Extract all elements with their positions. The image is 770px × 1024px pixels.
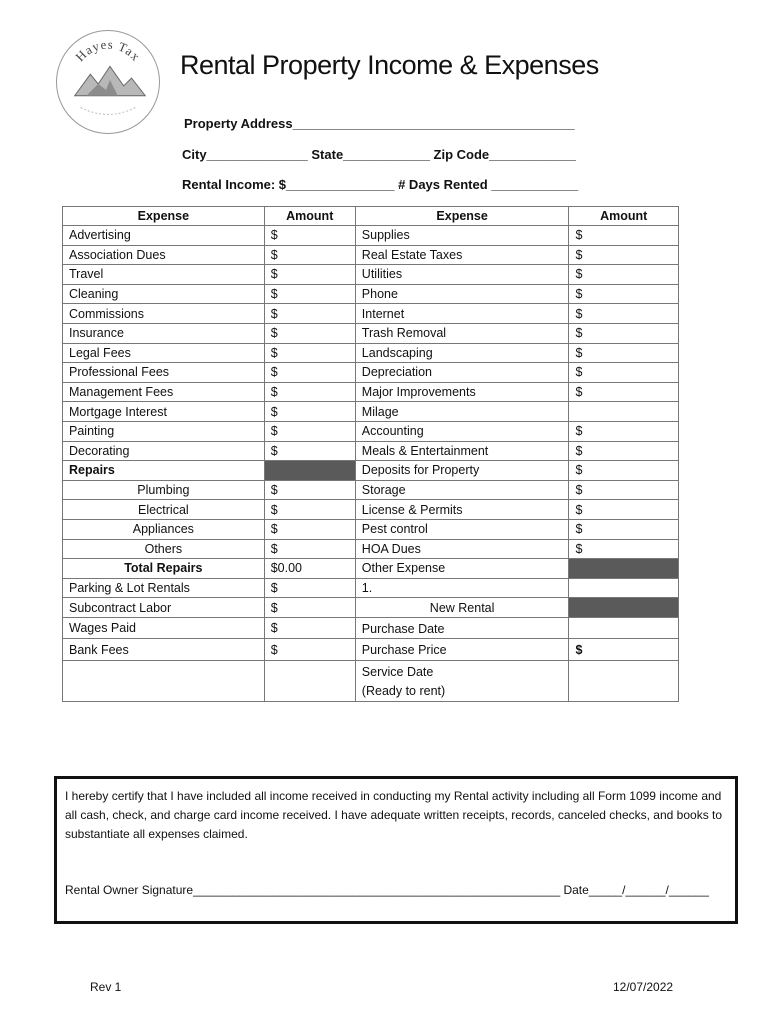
certification-text: I hereby certify that I have included all income received in conducting my Rental activity including all Form 1099 income and all cash, check, and charge card income received. I have adequate written receipts, records, canceled checks, and books to substantiate all expenses claimed. [65,789,723,841]
amount-cell[interactable]: $ [264,500,355,520]
expense-label: Other Expense [355,559,569,579]
expense-label: Internet [355,304,569,324]
amount-cell[interactable]: $ [569,461,679,481]
expense-label: Real Estate Taxes [355,245,569,265]
amount-cell[interactable]: $ [264,598,355,618]
expense-label: Plumbing [63,480,265,500]
expense-label: Phone [355,284,569,304]
expense-label: Storage [355,480,569,500]
amount-cell[interactable]: $ [569,441,679,461]
shaded-cell [264,461,355,481]
certification-box [54,776,738,924]
amount-cell[interactable]: $ [569,500,679,520]
amount-cell[interactable]: $ [264,343,355,363]
amount-cell[interactable]: $ [264,284,355,304]
amount-cell[interactable]: $ [569,480,679,500]
amount-cell[interactable]: $ [569,265,679,285]
amount-cell[interactable]: $ [569,323,679,343]
expense-label: Insurance [63,323,265,343]
expense-label: Bank Fees [63,639,265,661]
table-row [63,559,679,579]
amount-cell[interactable]: $ [569,245,679,265]
expense-label: Wages Paid [63,617,265,639]
table-row [63,382,679,402]
other-expense-line[interactable]: 1. [355,578,569,598]
amount-cell[interactable] [569,617,679,639]
amount-cell[interactable]: $ [264,323,355,343]
expense-label: Subcontract Labor [63,598,265,618]
amount-cell[interactable] [569,578,679,598]
table-row [63,284,679,304]
expense-label: Parking & Lot Rentals [63,578,265,598]
expense-column-header: Expense [355,207,569,226]
expense-label: Legal Fees [63,343,265,363]
table-row [63,617,679,639]
expense-label: Commissions [63,304,265,324]
page-title: Rental Property Income & Expenses [180,50,599,80]
expense-table [62,206,679,702]
amount-cell[interactable]: $ [569,421,679,441]
footer-date: 12/07/2022 [613,980,674,994]
svg-text:Hayes Tax [73,38,143,65]
amount-cell[interactable] [569,661,679,702]
amount-cell[interactable]: $ [264,421,355,441]
table-row [63,265,679,285]
property-address-field[interactable]: Property Address_______________________________________ [184,116,575,131]
table-row [63,441,679,461]
city-state-zip-field[interactable]: City______________ State____________ Zip Code____________ [182,147,576,162]
amount-cell[interactable]: $ [264,519,355,539]
expense-label: Professional Fees [63,363,265,383]
shaded-cell [569,559,679,579]
expense-label: Electrical [63,500,265,520]
expense-label: Major Improvements [355,382,569,402]
expense-label: Cleaning [63,284,265,304]
amount-column-header: Amount [264,207,355,226]
service-date-label [355,661,569,702]
table-row [63,539,679,559]
expense-label: Management Fees [63,382,265,402]
amount-cell[interactable]: $ [264,402,355,422]
expense-label: Advertising [63,226,265,246]
amount-column-header: Amount [569,207,679,226]
amount-cell[interactable]: $ [569,519,679,539]
amount-cell[interactable]: $ [264,441,355,461]
revision-label: Rev 1 [90,980,122,994]
amount-cell[interactable]: $ [569,304,679,324]
expense-label: Depreciation [355,363,569,383]
expense-label: Association Dues [63,245,265,265]
expense-column-header: Expense [63,207,265,226]
repairs-heading: Repairs [63,461,265,481]
amount-cell[interactable]: $ [264,539,355,559]
empty-cell [63,661,265,702]
table-row [63,480,679,500]
expense-label: Mortgage Interest [63,402,265,422]
amount-cell[interactable]: $ [264,245,355,265]
amount-cell[interactable]: $ [264,363,355,383]
table-header-row [63,207,679,226]
service-date-note: (Ready to rent) [361,684,446,699]
expense-label: Deposits for Property [355,461,569,481]
table-row [63,402,679,422]
expense-label: Milage [355,402,569,422]
expense-label: Appliances [63,519,265,539]
amount-cell[interactable]: $ [264,265,355,285]
amount-cell[interactable]: $ [264,226,355,246]
expense-label: HOA Dues [355,539,569,559]
amount-cell[interactable]: $ [569,284,679,304]
amount-cell[interactable]: $ [569,539,679,559]
table-row [63,343,679,363]
expense-label: Painting [63,421,265,441]
expense-label: Meals & Entertainment [355,441,569,461]
table-row [63,500,679,520]
table-row [63,598,679,618]
table-row [63,519,679,539]
company-logo [56,30,160,134]
expense-label: Supplies [355,226,569,246]
amount-cell[interactable]: $ [569,639,679,661]
logo-text: Hayes Tax [72,37,144,65]
table-row [63,245,679,265]
amount-cell[interactable]: $ [264,480,355,500]
expense-label: Pest control [355,519,569,539]
expense-label: Trash Removal [355,323,569,343]
expense-label: License & Permits [355,500,569,520]
table-row [63,363,679,383]
amount-cell[interactable]: $ [264,639,355,661]
table-row [63,578,679,598]
expense-label: Travel [63,265,265,285]
expense-label: Decorating [63,441,265,461]
amount-cell[interactable]: $ [569,343,679,363]
expense-label: Landscaping [355,343,569,363]
expense-label: Purchase Date [355,617,569,639]
amount-cell[interactable]: $ [569,226,679,246]
table-row [63,323,679,343]
amount-cell[interactable] [264,661,355,702]
table-row [63,661,679,702]
total-repairs-label: Total Repairs [63,559,265,579]
table-row [63,421,679,441]
amount-cell[interactable]: $ [264,304,355,324]
expense-label: Others [63,539,265,559]
amount-cell[interactable] [569,402,679,422]
table-row [63,226,679,246]
amount-cell[interactable]: $ [569,382,679,402]
service-date-text: Service Date [361,665,434,680]
expense-label: Accounting [355,421,569,441]
rental-income-field[interactable]: Rental Income: $_______________ # Days Rented ____________ [182,177,579,192]
expense-label: Utilities [355,265,569,285]
expense-label: Purchase Price [355,639,569,661]
table-row [63,639,679,661]
amount-cell[interactable]: $ [569,363,679,383]
amount-cell[interactable]: $ [264,382,355,402]
amount-cell[interactable]: $ [264,617,355,639]
amount-cell[interactable]: $ [264,578,355,598]
shaded-cell [569,598,679,618]
total-repairs-amount: $0.00 [264,559,355,579]
table-row [63,461,679,481]
table-row [63,304,679,324]
new-rental-heading: New Rental [355,598,569,618]
signature-line[interactable]: Rental Owner Signature_______________________________________________________ Date_____/______/______ [65,883,709,897]
